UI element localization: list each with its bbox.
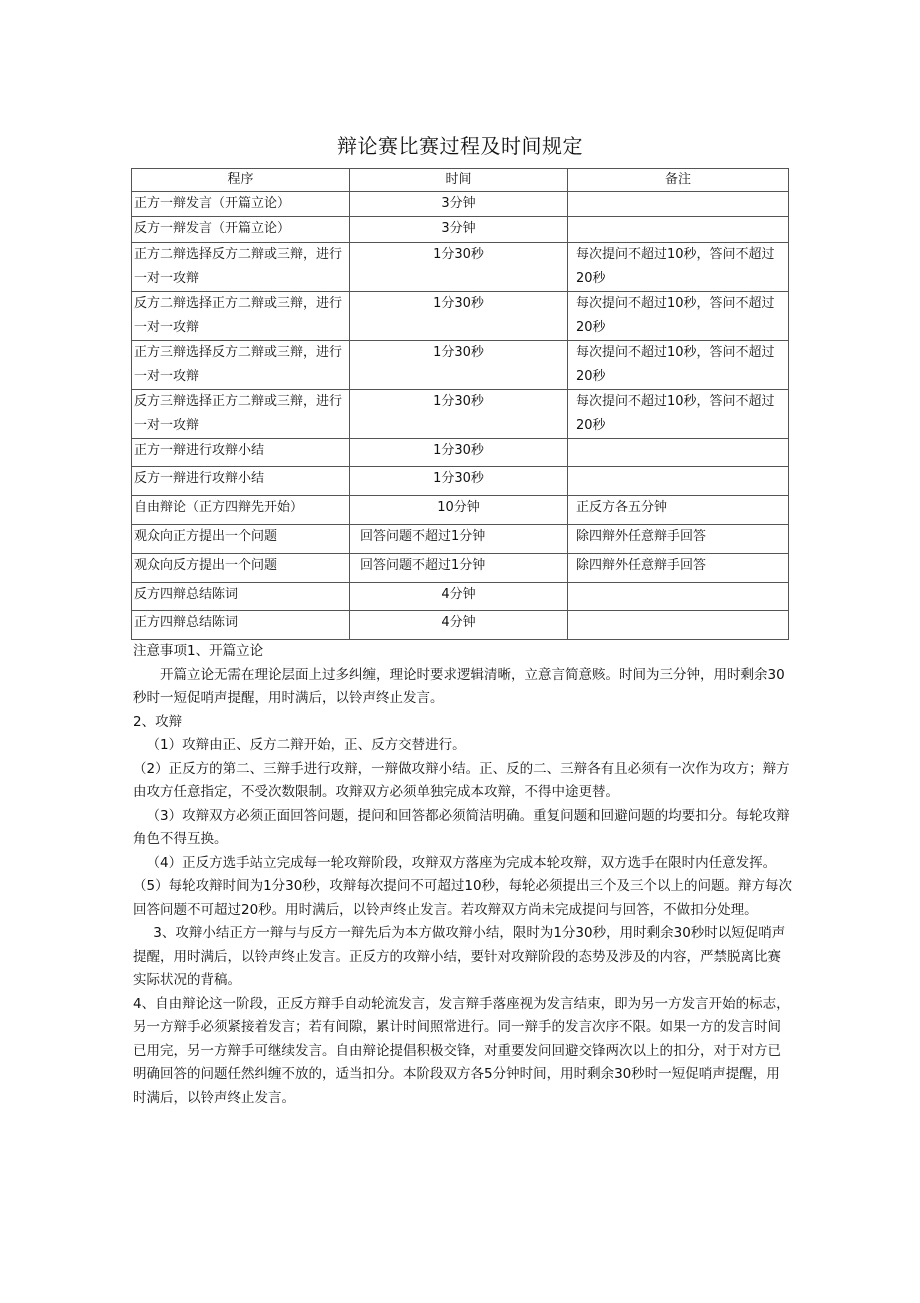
procedure-cell: 正方一辩进行攻辩小结	[132, 439, 350, 467]
procedure-cell: 反方三辩选择正方二辩或三辩，进行一对一攻辩	[132, 390, 350, 439]
notes-paragraph: （4）正反方选手站立完成每一轮攻辩阶段，攻辩双方落座为完成本轮攻辩，双方选手在限时内任意发挥。	[146, 854, 777, 871]
procedure-cell: 反方一辩发言（开篇立论）	[132, 217, 350, 243]
table-row	[132, 292, 789, 341]
table-row	[132, 243, 789, 292]
table-row	[132, 611, 789, 640]
notes-paragraph: 3、攻辩小结正方一辩与与反方一辩先后为本方做攻辩小结，限时为1分30秒，用时剩余30秒时以短促哨声提醒，用时满后，以铃声终止发言。正反方的攻辩小结，要针对攻辩阶段的态势及涉及的内容，严禁脱离比赛实际状况的背稿。	[133, 925, 786, 988]
procedure-cell: 正方一辩发言（开篇立论）	[132, 192, 350, 217]
note-cell	[567, 583, 788, 611]
time-cell: 1分30秒	[349, 243, 567, 292]
table-row	[132, 496, 789, 525]
table-header-row	[132, 169, 789, 192]
note-cell	[567, 467, 788, 496]
time-cell: 10分钟	[349, 496, 567, 525]
note-cell: 每次提问不超过10秒，答问不超过20秒	[567, 341, 788, 390]
table-row	[132, 554, 789, 583]
time-cell: 1分30秒	[349, 292, 567, 341]
table-row	[132, 467, 789, 496]
table-row	[132, 583, 789, 611]
note-cell: 除四辩外任意辩手回答	[567, 525, 788, 554]
procedure-cell: 反方二辩选择正方二辩或三辩，进行一对一攻辩	[132, 292, 350, 341]
note-cell: 除四辩外任意辩手回答	[567, 554, 788, 583]
notes-paragraph: （2）正反方的第二、三辩手进行攻辩，一辩做攻辩小结。正、反的二、三辩各有且必须有一次作为攻方；辩方由攻方任意指定，不受次数限制。攻辩双方必须单独完成本攻辩，不得中途更替。	[133, 760, 790, 800]
table-row	[132, 525, 789, 554]
table-row	[132, 341, 789, 390]
note-cell: 每次提问不超过10秒，答问不超过20秒	[567, 390, 788, 439]
table-row	[132, 439, 789, 467]
procedure-cell: 自由辩论（正方四辩先开始）	[132, 496, 350, 525]
time-cell: 1分30秒	[349, 439, 567, 467]
note-cell	[567, 439, 788, 467]
table-row	[132, 192, 789, 217]
procedure-cell: 观众向正方提出一个问题	[132, 525, 350, 554]
note-cell: 每次提问不超过10秒，答问不超过20秒	[567, 243, 788, 292]
procedure-cell: 正方四辩总结陈词	[132, 611, 350, 640]
note-cell: 正反方各五分钟	[567, 496, 788, 525]
notes-paragraph: （5）每轮攻辩时间为1分30秒，攻辩每次提问不可超过10秒，每轮必须提出三个及三个以上的问题。辩方每次回答问题不可超过20秒。用时满后，以铃声终止发言。若攻辩双方尚未完成提问与回答，不做扣分处理。	[133, 878, 793, 918]
time-cell: 3分钟	[349, 192, 567, 217]
note-cell	[567, 192, 788, 217]
note-cell	[567, 611, 788, 640]
rules-notes	[133, 640, 793, 1110]
procedure-cell: 正方二辩选择反方二辩或三辩，进行一对一攻辩	[132, 243, 350, 292]
procedure-cell: 正方三辩选择反方二辩或三辩，进行一对一攻辩	[132, 341, 350, 390]
notes-paragraph: 开篇立论无需在理论层面上过多纠缠，理论时要求逻辑清晰，立意言简意赅。时间为三分钟，用时剩余30秒时一短促哨声提醒，用时满后，以铃声终止发言。	[133, 666, 785, 706]
time-cell: 回答问题不超过1分钟	[349, 554, 567, 583]
notes-paragraph: （1）攻辩由正、反方二辩开始，正、反方交替进行。	[146, 737, 466, 753]
time-cell: 1分30秒	[349, 390, 567, 439]
header-note: 备注	[567, 169, 788, 192]
table-row	[132, 217, 789, 243]
procedure-cell: 反方四辩总结陈词	[132, 583, 350, 611]
time-cell: 回答问题不超过1分钟	[349, 525, 567, 554]
time-cell: 1分30秒	[349, 467, 567, 496]
header-procedure: 程序	[132, 169, 350, 192]
notes-paragraph: 4、自由辩论这一阶段，正反方辩手自动轮流发言，发言辩手落座视为发言结束，即为另一方发言开始的标志，另一方辩手必须紧接着发言；若有间隙，累计时间照常进行。同一辩手的发言次序不限。如果一方的发言时间已用完，另一方辩手可继续发言。自由辩论提倡积极交锋，对重要发问回避交锋两次以上的扣分，对于对方已明确回答的问题任然纠缠不放的，适当扣分。本阶段双方各5分钟时间，用时剩余30秒时一短促哨声提醒，用时满后，以铃声终止发言。	[133, 995, 790, 1106]
time-cell: 3分钟	[349, 217, 567, 243]
time-cell: 4分钟	[349, 583, 567, 611]
notes-paragraph: （3）攻辩双方必须正面回答问题，提问和回答都必须简洁明确。重复问题和回避问题的均要扣分。每轮攻辩角色不得互换。	[133, 807, 790, 847]
procedure-cell: 反方一辩进行攻辩小结	[132, 467, 350, 496]
notes-heading: 注意事项1、开篇立论	[133, 643, 264, 659]
procedure-cell: 观众向反方提出一个问题	[132, 554, 350, 583]
time-cell: 4分钟	[349, 611, 567, 640]
note-cell: 每次提问不超过10秒，答问不超过20秒	[567, 292, 788, 341]
header-time: 时间	[349, 169, 567, 192]
page-title: 辩论赛比赛过程及时间规定	[337, 134, 583, 158]
table-row	[132, 390, 789, 439]
notes-section-heading: 2、攻辩	[133, 713, 183, 730]
time-cell: 1分30秒	[349, 341, 567, 390]
note-cell	[567, 217, 788, 243]
schedule-table	[131, 168, 789, 640]
